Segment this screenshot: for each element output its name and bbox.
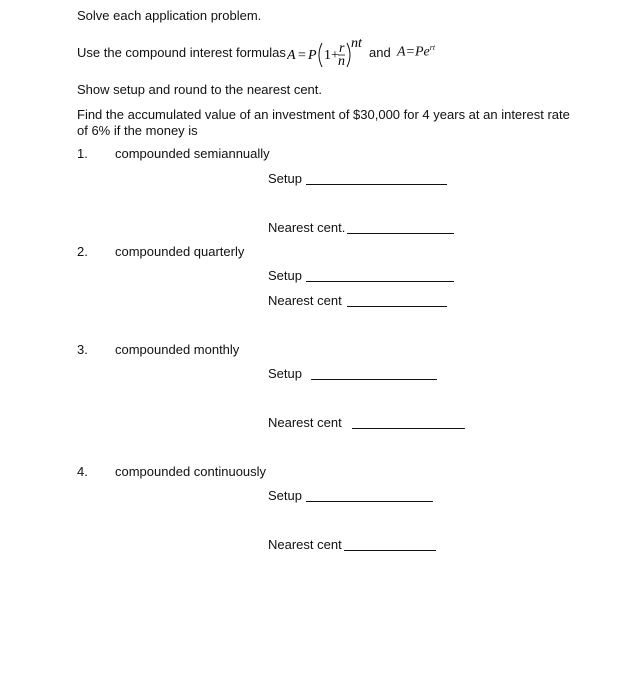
problem-line-2: of 6% if the money is xyxy=(77,123,198,138)
formula-a: A xyxy=(287,48,296,63)
problem-statement xyxy=(77,107,570,139)
problem-2-number: 2. xyxy=(77,244,88,259)
continuous-formula-base: A=Pe xyxy=(397,44,430,60)
problem-1-nearest-field[interactable] xyxy=(347,221,454,234)
problem-3-setup-label: Setup xyxy=(268,366,302,381)
problem-1-label: compounded semiannually xyxy=(115,146,270,161)
problem-1-setup-label: Setup xyxy=(268,171,302,186)
problem-2-label: compounded quarterly xyxy=(115,244,245,259)
compound-interest-formula xyxy=(287,38,367,70)
continuous-formula xyxy=(397,43,435,60)
problem-3-label: compounded monthly xyxy=(115,342,240,357)
problem-1-setup-field[interactable] xyxy=(306,172,447,185)
problem-4-setup-label: Setup xyxy=(268,488,302,503)
formula-right-paren xyxy=(347,43,350,67)
problem-line-1: Find the accumulated value of an investment of $30,000 for 4 years at an interest rate xyxy=(77,107,570,122)
problem-3-nearest-field[interactable] xyxy=(352,416,465,429)
problem-1-nearest-label: Nearest cent. xyxy=(268,220,346,235)
problem-4-label: compounded continuously xyxy=(115,464,267,479)
problem-2-setup-field[interactable] xyxy=(306,269,454,282)
problem-2-setup-label: Setup xyxy=(268,268,302,283)
problem-4-setup-field[interactable] xyxy=(306,489,433,502)
problem-4-nearest-label: Nearest cent xyxy=(268,537,342,552)
formula-one-plus: 1+ xyxy=(324,48,339,63)
formula-n: n xyxy=(338,54,345,69)
formula-intro-text: Use the compound interest formulas xyxy=(77,45,286,60)
continuous-formula-exponent: rt xyxy=(429,43,436,52)
problem-2-nearest-field[interactable] xyxy=(347,294,447,307)
problem-4-number: 4. xyxy=(77,464,88,479)
problem-3-nearest-label: Nearest cent xyxy=(268,415,342,430)
formula-exponent: nt xyxy=(351,38,362,51)
problem-4-nearest-field[interactable] xyxy=(344,538,436,551)
instruction-text: Solve each application problem. xyxy=(77,8,262,23)
problem-3-setup-field[interactable] xyxy=(311,367,437,380)
problem-1-number: 1. xyxy=(77,146,88,161)
show-setup-text: Show setup and round to the nearest cent. xyxy=(77,82,323,97)
formula-and-text: and xyxy=(369,45,391,60)
formula-p: P xyxy=(308,48,317,63)
formula-equals: = xyxy=(298,48,306,63)
problem-3-number: 3. xyxy=(77,342,88,357)
formula-left-paren xyxy=(319,43,322,67)
problem-2-nearest-label: Nearest cent xyxy=(268,293,342,308)
formula-r: r xyxy=(339,41,345,56)
